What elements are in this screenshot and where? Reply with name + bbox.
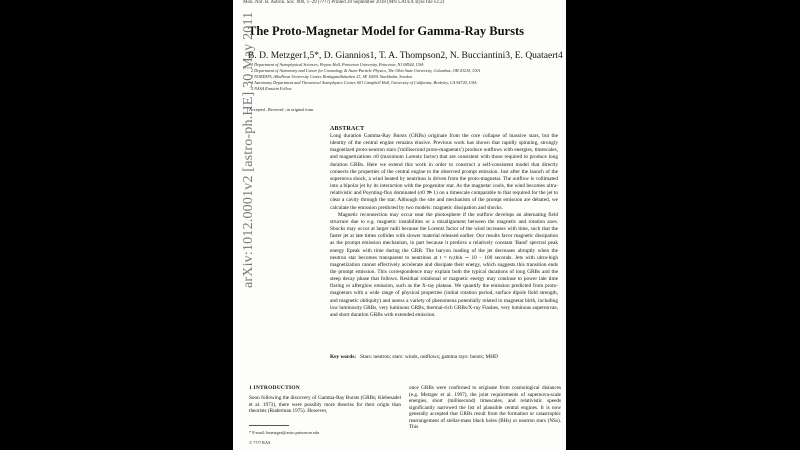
running-header: Mon. Not. R. Astron. Soc. 000, 1–29 (????) Printed 20 September 2018 (MN LATEX style file v2.2): [243, 0, 445, 5]
footnote-rule: [249, 425, 289, 426]
intro-column-right: [409, 385, 561, 431]
keywords-line: [330, 354, 558, 360]
intro-column-left: [249, 395, 401, 415]
affiliation-3: 3 NORDITA, AlbaNova University Center, Roslagstullsbacken 23, SE 10691 Stockholm, Sweden: [251, 74, 413, 79]
section-heading: 1 INTRODUCTION: [249, 385, 300, 391]
affiliation-1: 1 Department of Astrophysical Sciences, Peyton Hall, Princeton University, Princeton, NJ 08544, USA: [251, 62, 424, 67]
abstract-heading: ABSTRACT: [330, 126, 365, 132]
affiliation-2: 2 Department of Astronomy and Center for Cosmology & Astro-Particle Physics, The Ohio State University, Columbus, OH 43210, USA: [251, 68, 480, 73]
abstract-body: [330, 133, 558, 319]
accepted-line: Accepted . Received ; in original form: [249, 107, 314, 112]
intro-right-text: once GRBs were confirmed to originate from cosmological distances (e.g. Metzger et al. 1997), the joint requirements of supernova-scale energies, short (millisecond) timescales, and relativistic speeds significantly narrowed the list of plausible central engines. It is now generally accepted that GRBs result from the formation or catastrophic rearrangement of stellar-mass black holes (BHs) or neutron stars (NSs). This: [409, 385, 561, 430]
copyright: © ???? RAS: [249, 440, 271, 445]
keywords-label: Key words:: [330, 354, 357, 360]
intro-left-text: Soon following the discovery of Gamma-Ray Bursts (GRBs; Klebesadel et al. 1973), there were possibly more theories for their origin than theorists (Ruderman 1975). However,: [249, 395, 401, 414]
keywords-text: Stars: neutron; stars: winds, outflows; gamma rays: bursts; MHD: [360, 354, 498, 360]
affiliation-5: 5 NASA Einstein Fellow: [251, 86, 292, 91]
abstract-paragraph-2: Magnetic reconnection may occur near the photosphere if the outflow develops an alternating field structure due to e.g. magnetic instabilities or a misalignment between the magnetic and rotation axes. Shocks may occur at larger radii because the Lorentz factor of the wind increases with time, such that the faster jet at late times collides with slower material released earlier. Our results favor magnetic dissipation as the prompt emission mechanism, in part because it predicts a relatively constant 'Band' spectral peak energy Epeak with time during the GRB. The baryon loading of the jet decreases abruptly when the neutron star becomes transparent to neutrinos at t = tν,thin ∼ 10 − 100 seconds. Jets with ultra-high magnetization cannot effectively accelerate and dissipate their energy, which suggests this transition ends the prompt emission. This correspondence may explain both the typical durations of long GRBs and the steep decay phase that follows. Residual rotational or magnetic energy may continue to power late time flaring or afterglow emission, such as the X-ray plateau. We quantify the emission predicted from proto-magnetars with a wide range of physical properties (initial rotation period, surface dipole field strength, and magnetic obliquity) and assess a variety of phenomena potentially related to magnetar birth, including low luminosity GRBs, very luminous GRBs, thermal-rich GRBs/X-ray Flashes, very luminous supernovae, and short duration GRBs with extended emission.: [330, 211, 558, 318]
author-list: B. D. Metzger1,5*, D. Giannios1, T. A. Thompson2, N. Bucciantini3, E. Quataert4: [248, 51, 563, 61]
arxiv-stamp: arXiv:1012.0001v2 [astro-ph.HE] 30 May 2011: [241, 11, 256, 288]
paper-page: [233, 0, 566, 450]
footnote: * E-mail: bmetzger@astro.princeton.edu: [249, 430, 320, 435]
paper-title: The Proto-Magnetar Model for Gamma-Ray Bursts: [248, 24, 525, 38]
abstract-paragraph-1: Long duration Gamma-Ray Bursts (GRBs) originate from the core collapse of massive stars, but the identity of the central engine remains elusive. Previous work has shown that rapidly spinning, strongly magnetized proto-neutron stars ('millisecond proto-magnetars') produce outflows with energies, timescales, and magnetizations σ0 (maximum Lorentz factor) that are consistent with those required to produce long duration GRBs. Here we extend this work in order to construct a self-consistent model that directly connects the properties of the central engine to the observed prompt emission. Just after the launch of the supernova shock, a wind heated by neutrinos is driven from the proto-magnetar. The outflow is collimated into a bipolar jet by its interaction with the progenitor star. As the magnetar cools, the wind becomes ultra-relativistic and Poynting-flux dominated (σ0 ≫ 1) on a timescale comparable to that required for the jet to clear a cavity through the star. Although the site and mechanism of the prompt emission are debated, we calculate the emission predicted by two models: magnetic dissipation and shocks.: [330, 133, 558, 211]
affiliation-4: 4 Astronomy Department and Theoretical Astrophysics Center, 601 Campbell Hall, University of California, Berkeley, CA 94720, USA: [251, 80, 477, 85]
